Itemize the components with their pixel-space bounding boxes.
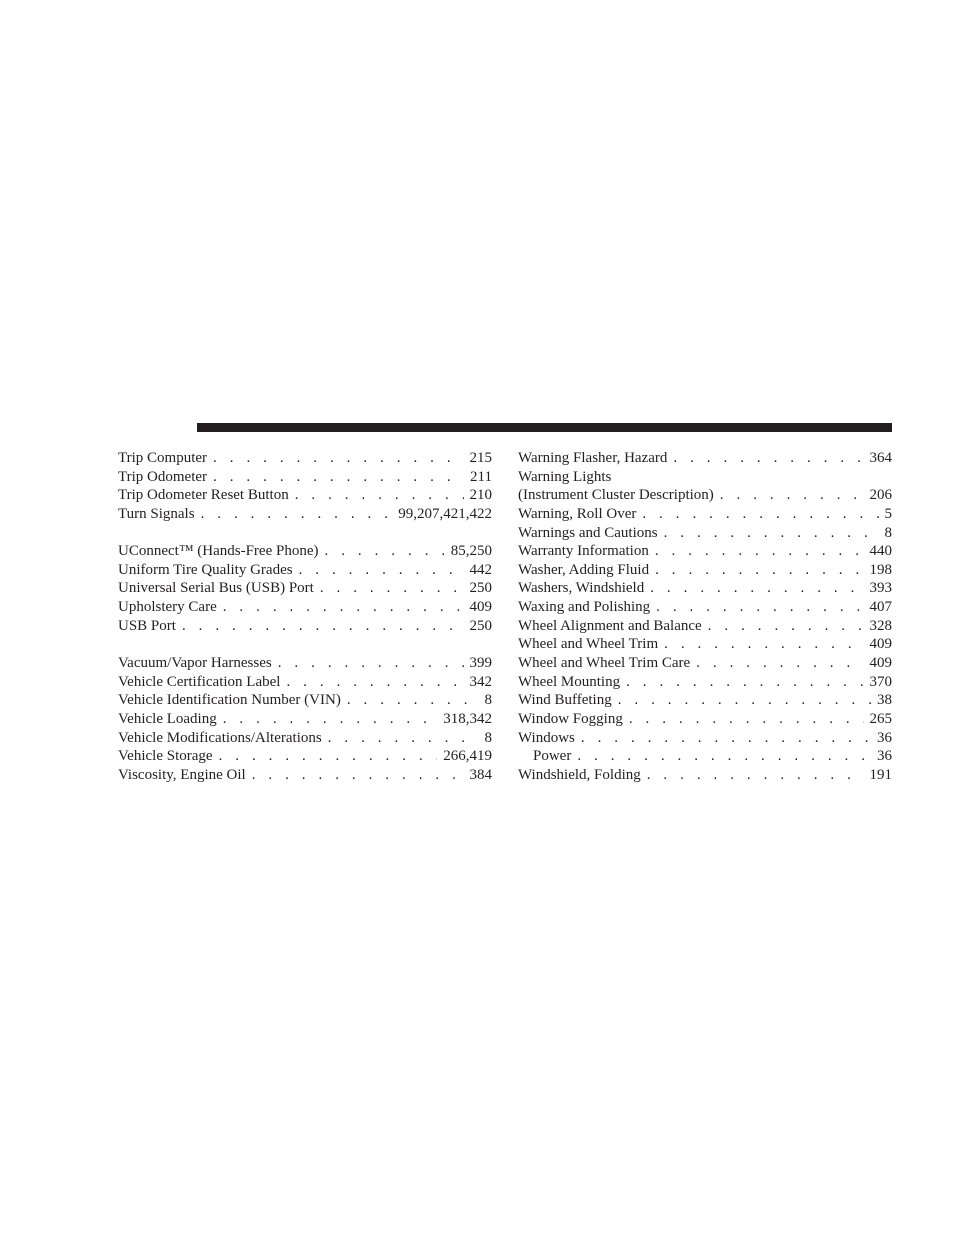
index-entry-term: Trip Odometer Reset Button: [118, 487, 289, 504]
index-entry-page: 36: [877, 748, 892, 765]
index-entry-page: 250: [469, 580, 492, 597]
dot-leader: [720, 486, 864, 505]
index-entry-term: Trip Odometer: [118, 468, 208, 485]
index-entry-page: 8: [484, 692, 492, 709]
index-entry-page: 265: [869, 710, 892, 727]
index-entry-term: Warning Lights: [518, 468, 612, 485]
index-entry: [118, 579, 492, 598]
index-entry-term: Window Fogging: [518, 710, 623, 727]
index-entry-term: Vacuum/Vapor Harnesses: [118, 655, 272, 672]
dot-leader: [182, 617, 464, 636]
index-entry: [118, 766, 492, 785]
index-entry: [118, 561, 492, 580]
index-entry-term: Windows: [518, 729, 575, 746]
index-entry: [118, 673, 492, 692]
dot-leader: [647, 766, 864, 785]
index-entry: [518, 654, 892, 673]
index-entry-term: Uniform Tire Quality Grades: [118, 561, 293, 578]
index-entry-page: 342: [469, 673, 492, 690]
index-entry-term: Wheel and Wheel Trim: [518, 636, 659, 653]
index-entry-page: 440: [869, 543, 892, 560]
dot-leader: [201, 505, 393, 524]
index-entry-term: Universal Serial Bus (USB) Port: [118, 580, 314, 597]
index-entry-term: Vehicle Identification Number (VIN): [118, 692, 341, 709]
dot-leader: [347, 691, 479, 710]
index-entry: [518, 561, 892, 580]
dot-leader: [325, 542, 445, 561]
index-entry-page: 211: [470, 468, 492, 485]
index-entry-term: Wheel and Wheel Trim Care: [518, 655, 691, 672]
index-entry: [518, 468, 892, 487]
dot-leader: [664, 524, 879, 543]
dot-leader: [295, 486, 464, 505]
index-entry-term: Windshield, Folding: [518, 766, 641, 783]
index-entry: [518, 673, 892, 692]
index-entry-term: Wheel Mounting: [518, 673, 621, 690]
index-entry-term: Power: [533, 748, 572, 765]
index-entry-page: 38: [877, 692, 892, 709]
index-column-left: [118, 449, 492, 785]
dot-leader: [581, 729, 871, 748]
index-entry: [518, 579, 892, 598]
dot-leader: [650, 579, 863, 598]
index-entry-page: 250: [469, 617, 492, 634]
index-entry: [118, 654, 492, 673]
dot-leader: [577, 747, 871, 766]
dot-leader: [655, 561, 863, 580]
index-entry: [118, 542, 492, 561]
index-entry: [518, 524, 892, 543]
dot-leader: [328, 729, 479, 748]
index-entry: [518, 747, 892, 766]
dot-leader: [286, 673, 463, 692]
index-entry-term: Upholstery Care: [118, 599, 217, 616]
dot-leader: [656, 598, 863, 617]
dot-leader: [629, 710, 864, 729]
index-entry-term: Warning Flasher, Hazard: [518, 450, 668, 466]
index-entry-page: 399: [469, 655, 492, 672]
index-entry: [118, 468, 492, 487]
dot-leader: [618, 691, 871, 710]
dot-leader: [219, 747, 438, 766]
index-entry-page: 210: [469, 487, 492, 504]
dot-leader: [642, 505, 878, 524]
index-entry-page: 99,207,421,422: [398, 505, 492, 522]
index-entry-term: Washers, Windshield: [518, 580, 645, 597]
index-entry-page: 407: [869, 599, 892, 616]
index-entry-term: Waxing and Polishing: [518, 599, 651, 616]
dot-leader: [696, 654, 863, 673]
index-entry: [518, 486, 892, 505]
index-entry-page: 85,250: [450, 543, 492, 560]
index-group-gap: [118, 635, 492, 654]
index-entry-page: 215: [469, 450, 492, 466]
dot-leader: [626, 673, 863, 692]
index-entry: [118, 710, 492, 729]
index-entry-term: Vehicle Certification Label: [118, 673, 281, 690]
index-entry-page: 409: [869, 636, 892, 653]
index-entry-page: 318,342: [443, 710, 492, 727]
dot-leader: [213, 449, 463, 468]
dot-leader: [252, 766, 464, 785]
index-entry-page: 8: [884, 524, 892, 541]
index-entry-term: Washer, Adding Fluid: [518, 561, 650, 578]
index-entry: [518, 766, 892, 785]
index-entry-term: Trip Computer: [118, 450, 208, 466]
index-entry-page: 8: [484, 729, 492, 746]
index-entry-page: 328: [869, 617, 892, 634]
index-entry: [518, 598, 892, 617]
dot-leader: [278, 654, 464, 673]
index-entry-page: 364: [869, 450, 892, 466]
index-entry-term: (Instrument Cluster Description): [518, 487, 714, 504]
index-entry-term: Turn Signals: [118, 505, 195, 522]
index-entry: [518, 449, 892, 468]
dot-leader: [664, 635, 863, 654]
index-entry-term: Vehicle Storage: [118, 748, 213, 765]
index-entry: [518, 617, 892, 636]
index-entry-page: 206: [869, 487, 892, 504]
index-entry-page: 370: [869, 673, 892, 690]
dot-leader: [299, 561, 464, 580]
index-entry: [118, 486, 492, 505]
dot-leader: [320, 579, 464, 598]
index-entry-term: Vehicle Modifications/Alterations: [118, 729, 322, 746]
index-entry-page: 442: [469, 561, 492, 578]
index-entry: [518, 710, 892, 729]
index-entry-term: USB Port: [118, 617, 176, 634]
index-entry-term: Vehicle Loading: [118, 710, 217, 727]
index-entry: [118, 449, 492, 468]
index-entry-page: 409: [469, 599, 492, 616]
dot-leader: [223, 710, 438, 729]
index-entry-page: 191: [869, 766, 892, 783]
index-entry-term: Warning, Roll Over: [518, 505, 637, 522]
index-entry-page: 266,419: [443, 748, 492, 765]
index-entry: [518, 505, 892, 524]
index-entry-term: Warnings and Cautions: [518, 524, 658, 541]
dot-leader: [213, 468, 464, 487]
header-rule: [197, 423, 892, 432]
index-column-right: [518, 449, 892, 785]
index-entry-term: Wind Buffeting: [518, 692, 612, 709]
index-entry-page: 36: [877, 729, 892, 746]
index-entry-page: 198: [869, 561, 892, 578]
index-entry: [118, 729, 492, 748]
dot-leader: [673, 449, 863, 468]
dot-leader: [708, 617, 864, 636]
index-entry: [518, 691, 892, 710]
index-entry-page: 409: [869, 655, 892, 672]
index-entry: [518, 635, 892, 654]
index-entry-page: 5: [884, 505, 892, 522]
index-entry: [118, 617, 492, 636]
index-entry-term: UConnect™ (Hands-Free Phone): [118, 543, 319, 560]
dot-leader: [655, 542, 864, 561]
index-entry-term: Viscosity, Engine Oil: [118, 766, 246, 783]
index-entry-term: Warranty Information: [518, 543, 649, 560]
index-entry-term: Wheel Alignment and Balance: [518, 617, 702, 634]
index-entry: [118, 747, 492, 766]
index-group-gap: [118, 524, 492, 543]
index-entry: [118, 505, 492, 524]
index-entry: [518, 542, 892, 561]
index-entry: [518, 729, 892, 748]
index-entry: [118, 598, 492, 617]
index-entry: [118, 691, 492, 710]
dot-leader: [223, 598, 464, 617]
index-entry-page: 393: [869, 580, 892, 597]
index-entry-page: 384: [469, 766, 492, 783]
